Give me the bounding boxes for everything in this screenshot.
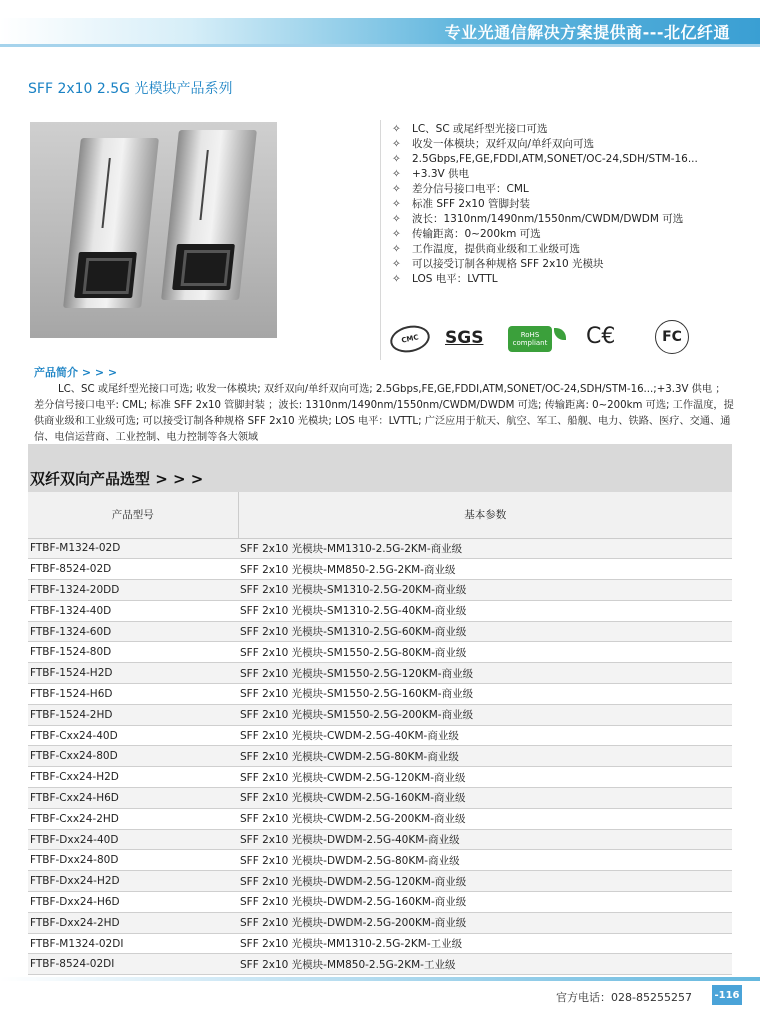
cmc-logo-icon: CMC	[388, 322, 433, 356]
cell-model: FTBF-M1324-02DI	[28, 933, 238, 954]
ce-mark-icon: C€	[586, 324, 616, 349]
bullet-icon: ✧	[392, 153, 401, 165]
bullet-icon: ✧	[392, 258, 401, 270]
table-row	[28, 850, 732, 871]
cell-params: SFF 2x10 光模块-DWDM-2.5G-200KM-商业级	[238, 912, 732, 933]
feature-text: 可以接受订制各种规格 SFF 2x10 光模块	[412, 258, 604, 270]
table-row	[28, 725, 732, 746]
cell-model: FTBF-1524-80D	[28, 642, 238, 663]
bullet-icon: ✧	[392, 243, 401, 255]
cell-model: FTBF-Dxx24-2HD	[28, 912, 238, 933]
banner-underline	[0, 44, 760, 47]
cell-params: SFF 2x10 光模块-CWDM-2.5G-80KM-商业级	[238, 746, 732, 767]
cell-params: SFF 2x10 光模块-CWDM-2.5G-200KM-商业级	[238, 808, 732, 829]
feature-text: +3.3V 供电	[412, 168, 470, 180]
bullet-icon: ✧	[392, 168, 401, 180]
table-header-row	[28, 492, 732, 538]
intro-heading: 产品简介 > > >	[34, 366, 118, 379]
bullet-icon: ✧	[392, 213, 401, 225]
cell-model: FTBF-1324-40D	[28, 600, 238, 621]
table-row	[28, 538, 732, 559]
table-row	[28, 933, 732, 954]
table-row	[28, 871, 732, 892]
cell-params: SFF 2x10 光模块-DWDM-2.5G-120KM-商业级	[238, 871, 732, 892]
feature-text: 标准 SFF 2x10 管脚封装	[412, 198, 531, 210]
product-photo	[30, 122, 277, 338]
cell-model: FTBF-Cxx24-H6D	[28, 788, 238, 809]
column-divider	[380, 120, 381, 360]
feature-text: LC、SC 或尾纤型光接口可选	[412, 123, 548, 135]
cell-params: SFF 2x10 光模块-SM1310-2.5G-20KM-商业级	[238, 580, 732, 601]
feature-item	[392, 272, 698, 287]
feature-text: 差分信号接口电平：CML	[412, 183, 529, 195]
table-row	[28, 746, 732, 767]
cell-model: FTBF-Dxx24-40D	[28, 829, 238, 850]
cell-params: SFF 2x10 光模块-MM1310-2.5G-2KM-商业级	[238, 538, 732, 559]
table-row	[28, 684, 732, 705]
cell-params: SFF 2x10 光模块-CWDM-2.5G-120KM-商业级	[238, 767, 732, 788]
cell-model: FTBF-1324-20DD	[28, 580, 238, 601]
table-row	[28, 767, 732, 788]
feature-item	[392, 182, 698, 197]
bullet-icon: ✧	[392, 123, 401, 135]
product-selection-table	[28, 492, 732, 975]
cell-params: SFF 2x10 光模块-SM1550-2.5G-160KM-商业级	[238, 684, 732, 705]
cell-params: SFF 2x10 光模块-SM1550-2.5G-200KM-商业级	[238, 704, 732, 725]
cell-params: SFF 2x10 光模块-MM850-2.5G-2KM-商业级	[238, 559, 732, 580]
cell-params: SFF 2x10 光模块-SM1550-2.5G-80KM-商业级	[238, 642, 732, 663]
cell-params: SFF 2x10 光模块-SM1310-2.5G-60KM-商业级	[238, 621, 732, 642]
table-row	[28, 580, 732, 601]
sgs-logo-icon: SGS	[445, 328, 484, 348]
cell-params: SFF 2x10 光模块-SM1550-2.5G-120KM-商业级	[238, 663, 732, 684]
cell-model: FTBF-M1324-02D	[28, 538, 238, 559]
feature-item	[392, 212, 698, 227]
cell-model: FTBF-Dxx24-H2D	[28, 871, 238, 892]
leaf-icon	[554, 328, 566, 340]
table-row	[28, 808, 732, 829]
bullet-icon: ✧	[392, 198, 401, 210]
cell-model: FTBF-8524-02DI	[28, 954, 238, 975]
bullet-icon: ✧	[392, 183, 401, 195]
page-number: -116	[712, 985, 742, 1005]
sff-module-image	[161, 130, 257, 300]
cell-model: FTBF-Dxx24-80D	[28, 850, 238, 871]
cell-model: FTBF-Dxx24-H6D	[28, 892, 238, 913]
table-row	[28, 559, 732, 580]
feature-item	[392, 122, 698, 137]
feature-item	[392, 197, 698, 212]
cell-model: FTBF-Cxx24-H2D	[28, 767, 238, 788]
table-row	[28, 642, 732, 663]
cell-model: FTBF-1524-H6D	[28, 684, 238, 705]
cell-model: FTBF-Cxx24-2HD	[28, 808, 238, 829]
table-row	[28, 912, 732, 933]
feature-text: 2.5Gbps,FE,GE,FDDI,ATM,SONET/OC-24,SDH/STM-16...	[412, 153, 698, 165]
cell-params: SFF 2x10 光模块-DWDM-2.5G-80KM-商业级	[238, 850, 732, 871]
fc-logo-icon: FC	[655, 320, 689, 354]
cell-model: FTBF-1324-60D	[28, 621, 238, 642]
intro-paragraph: LC、SC 或尾纤型光接口可选; 收发一体模块; 双纤双向/单纤双向可选; 2.5Gbps,FE,GE,FDDI,ATM,SONET/OC-24,SDH/STM-16...;+3.3V 供电 ；差分信号接口电平: CML; 标准 SFF 2x10 管脚封装 ；波长: 1310nm/1490nm/1550nm/CWDM/DWDM 可选; 传输距离: 0~200km 可选; 工作温度，提供商业级和工业级可选; 可以接受订制各种规格 SFF 2x10 光模块; LOS 电平：LVTTL; 广泛应用于航天、航空、军工、船舰、电力、铁路、医疗、交通、通信、电信运营商、工业控制、电力控制等各大领域	[34, 384, 734, 443]
footer-phone: 官方电话：028-85255257	[556, 991, 692, 1004]
table-row	[28, 621, 732, 642]
bullet-icon: ✧	[392, 138, 401, 150]
cell-model: FTBF-1524-H2D	[28, 663, 238, 684]
feature-list	[392, 122, 698, 287]
cell-params: SFF 2x10 光模块-CWDM-2.5G-40KM-商业级	[238, 725, 732, 746]
cell-model: FTBF-8524-02D	[28, 559, 238, 580]
footer-line	[0, 977, 760, 981]
table-row	[28, 954, 732, 975]
cell-params: SFF 2x10 光模块-MM850-2.5G-2KM-工业级	[238, 954, 732, 975]
bullet-icon: ✧	[392, 273, 401, 285]
table-row	[28, 704, 732, 725]
feature-item	[392, 227, 698, 242]
cell-params: SFF 2x10 光模块-DWDM-2.5G-160KM-商业级	[238, 892, 732, 913]
cell-model: FTBF-Cxx24-80D	[28, 746, 238, 767]
table-row	[28, 829, 732, 850]
feature-item	[392, 242, 698, 257]
cell-params: SFF 2x10 光模块-CWDM-2.5G-160KM-商业级	[238, 788, 732, 809]
cell-model: FTBF-Cxx24-40D	[28, 725, 238, 746]
banner-title: 专业光通信解决方案提供商---北亿纤通	[444, 23, 730, 42]
selection-section-header	[28, 444, 732, 492]
cell-model: FTBF-1524-2HD	[28, 704, 238, 725]
feature-text: 工作温度，提供商业级和工业级可选	[412, 243, 580, 255]
feature-text: 传输距离：0~200km 可选	[412, 228, 541, 240]
column-header-params: 基本参数	[238, 492, 732, 538]
page-title: SFF 2x10 2.5G 光模块产品系列	[28, 81, 233, 97]
rohs-sub-label: compliant	[512, 339, 548, 347]
rohs-logo-icon	[508, 326, 552, 352]
feature-text: 波长：1310nm/1490nm/1550nm/CWDM/DWDM 可选	[412, 213, 684, 225]
rohs-label: RoHS	[520, 331, 540, 339]
top-banner	[0, 18, 760, 44]
table-row	[28, 600, 732, 621]
column-header-model: 产品型号	[28, 492, 238, 538]
feature-text: 收发一体模块；双纤双向/单纤双向可选	[412, 138, 595, 150]
table-row	[28, 892, 732, 913]
sff-module-image	[63, 138, 159, 308]
cell-params: SFF 2x10 光模块-SM1310-2.5G-40KM-商业级	[238, 600, 732, 621]
selection-heading: 双纤双向产品选型 > > >	[30, 470, 204, 488]
table-row	[28, 663, 732, 684]
feature-item	[392, 257, 698, 272]
cell-params: SFF 2x10 光模块-MM1310-2.5G-2KM-工业级	[238, 933, 732, 954]
bullet-icon: ✧	[392, 228, 401, 240]
certification-logos	[390, 322, 700, 362]
feature-text: LOS 电平：LVTTL	[412, 273, 498, 285]
feature-item	[392, 167, 698, 182]
feature-item	[392, 137, 698, 152]
feature-item	[392, 152, 698, 167]
cell-params: SFF 2x10 光模块-DWDM-2.5G-40KM-商业级	[238, 829, 732, 850]
table-row	[28, 788, 732, 809]
